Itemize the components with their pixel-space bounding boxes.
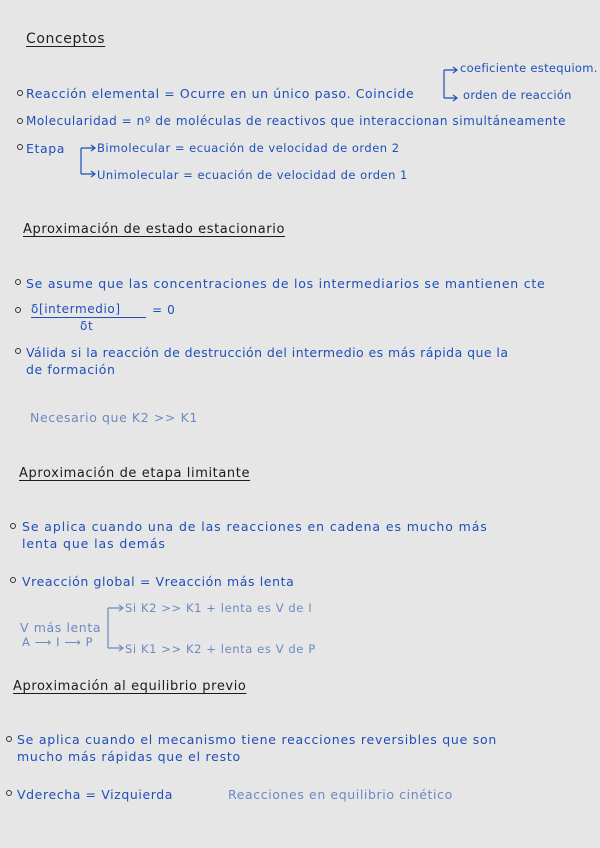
- bullet-dot: [15, 307, 21, 313]
- limitante-bullet-2: Vreacción global = Vreacción más lenta: [22, 574, 295, 589]
- limitante-bullet-1-line1: Se aplica cuando una de las reacciones en cadena es mucho más: [22, 519, 488, 534]
- fraction-equals: = 0: [152, 303, 176, 317]
- estacionario-bullet-3-line1: Válida si la reacción de destrucción del intermedio es más rápida que la: [26, 345, 509, 360]
- equilibrio-note: Reacciones en equilibrio cinético: [228, 787, 453, 802]
- heading-equilibrio: Aproximación al equilibrio previo: [13, 679, 247, 694]
- etapa-label: Etapa: [26, 141, 66, 156]
- reaccion-elemental-text: Reacción elemental = Ocurre en un único paso. Coincide: [26, 86, 415, 101]
- bimolecular-text: Bimolecular = ecuación de velocidad de orden 2: [97, 141, 400, 155]
- fraction-bar: [31, 317, 146, 318]
- branch-orden: orden de reacción: [463, 88, 572, 102]
- bullet-dot: [17, 90, 23, 96]
- unimolecular-text: Unimolecular = ecuación de velocidad de orden 1: [97, 168, 408, 182]
- estacionario-bullet-3-line2: de formación: [26, 362, 116, 377]
- equilibrio-bullet-1-line2: mucho más rápidas que el resto: [17, 749, 241, 764]
- v-mas-lenta: V más lenta: [20, 620, 102, 635]
- molecularidad-text: Molecularidad = nº de moléculas de reactivos que interaccionan simultáneamente: [26, 114, 567, 128]
- equilibrio-bullet-2: Vderecha = Vizquierda: [17, 787, 174, 802]
- bullet-dot: [10, 577, 16, 583]
- estacionario-bullet-1: Se asume que las concentraciones de los intermediarios se mantienen cte: [26, 276, 546, 291]
- fraction-denominator: δt: [80, 319, 94, 333]
- bullet-dot: [15, 348, 21, 354]
- heading-estacionario: Aproximación de estado estacionario: [23, 222, 285, 237]
- limitante-case-1: Si K2 >> K1 + lenta es V de I: [125, 601, 313, 615]
- bullet-dot: [15, 279, 21, 285]
- bullet-dot: [6, 736, 12, 742]
- bullet-dot: [6, 790, 12, 796]
- estacionario-note: Necesario que K2 >> K1: [30, 410, 198, 425]
- fraction-numerator: δ[intermedio]: [31, 302, 121, 316]
- equilibrio-bullet-1-line1: Se aplica cuando el mecanismo tiene reacciones reversibles que son: [17, 732, 498, 747]
- reaction-scheme: A ⟶ I ⟶ P: [22, 635, 94, 649]
- branch-coeficiente: coeficiente estequiom.: [460, 61, 598, 75]
- bullet-dot: [10, 523, 16, 529]
- heading-limitante: Aproximación de etapa limitante: [19, 466, 251, 481]
- limitante-bullet-1-line2: lenta que las demás: [22, 536, 166, 551]
- limitante-case-2: Si K1 >> K2 + lenta es V de P: [125, 642, 316, 656]
- page-title: Conceptos: [26, 31, 106, 47]
- bullet-dot: [17, 118, 23, 124]
- bullet-dot: [17, 144, 23, 150]
